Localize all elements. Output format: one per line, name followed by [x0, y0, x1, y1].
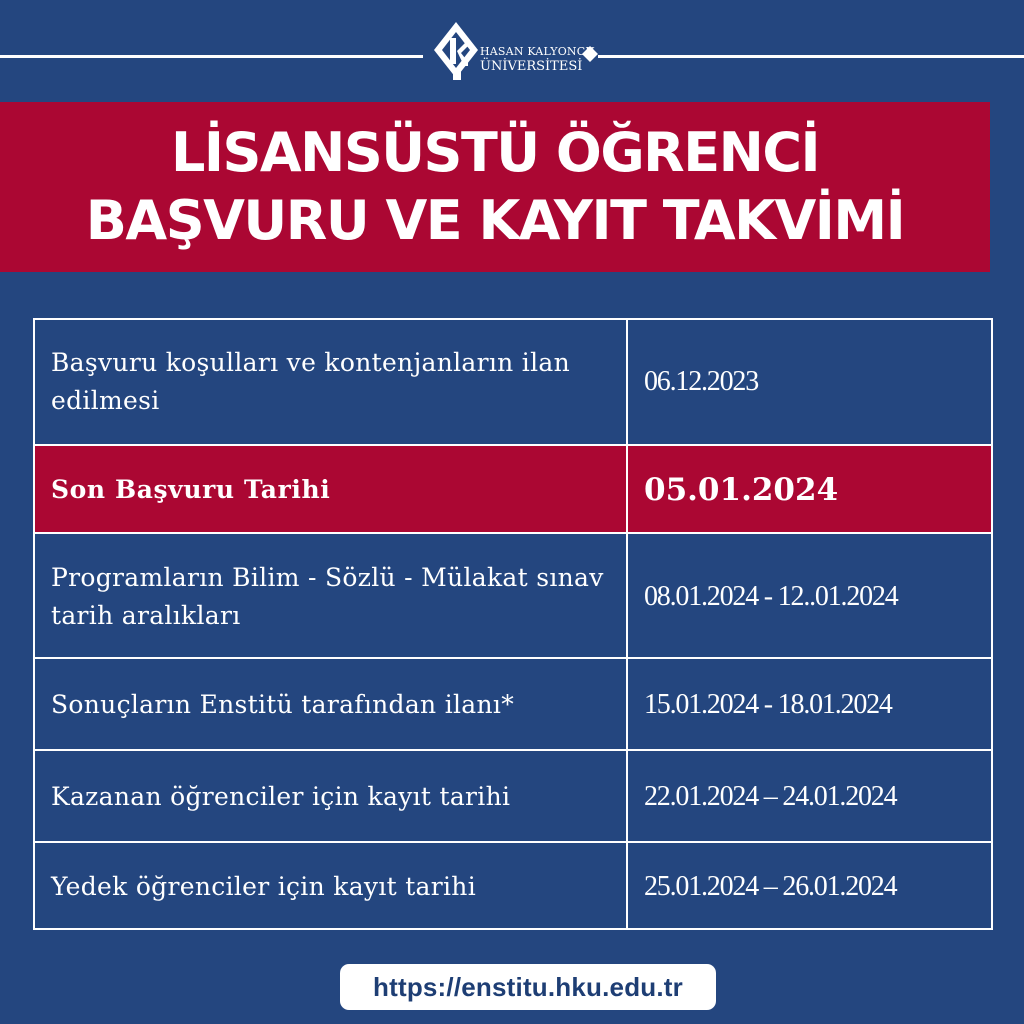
- table-row: [35, 532, 991, 659]
- schedule-table: [33, 318, 993, 930]
- table-row: [35, 749, 991, 843]
- logo-line-1: HASAN KALYONCU: [480, 45, 595, 58]
- title-line-2: BAŞVURU VE KAYIT TAKVİMİ: [85, 189, 905, 252]
- row-date: 06.12.2023: [644, 366, 759, 397]
- row-date: 25.01.2024 – 26.01.2024: [644, 870, 897, 902]
- table-row: [35, 657, 991, 751]
- row-date: 05.01.2024: [644, 472, 839, 508]
- row-label: Yedek öğrenciler için kayıt tarihi: [35, 843, 628, 930]
- website-url-link[interactable]: https://enstitu.hku.edu.tr: [340, 964, 716, 1010]
- table-row: [35, 320, 991, 444]
- title-line-1: LİSANSÜSTÜ ÖĞRENCİ: [170, 121, 820, 184]
- row-date: 22.01.2024 – 24.01.2024: [644, 781, 897, 812]
- row-date: 15.01.2024 - 18.01.2024: [644, 689, 892, 720]
- row-label: Son Başvuru Tarihi: [35, 446, 628, 534]
- logo-line-2: ÜNİVERSİTESİ: [480, 59, 583, 74]
- header-rule-left: [0, 55, 423, 58]
- row-date: 08.01.2024 - 12..01.2024: [644, 580, 898, 612]
- university-logo: [430, 18, 602, 96]
- row-label: Sonuçların Enstitü tarafından ilanı*: [35, 659, 628, 751]
- row-label: Programların Bilim - Sözlü - Mülakat sınav tarih aralıkları: [35, 534, 628, 659]
- row-label: Başvuru koşulları ve kontenjanların ilan edilmesi: [35, 320, 628, 444]
- page-title: [0, 102, 990, 272]
- row-label: Kazanan öğrenciler için kayıt tarihi: [35, 751, 628, 843]
- header-rule-right: [598, 55, 1024, 58]
- table-row: [35, 841, 991, 930]
- table-row-highlight: [35, 444, 991, 534]
